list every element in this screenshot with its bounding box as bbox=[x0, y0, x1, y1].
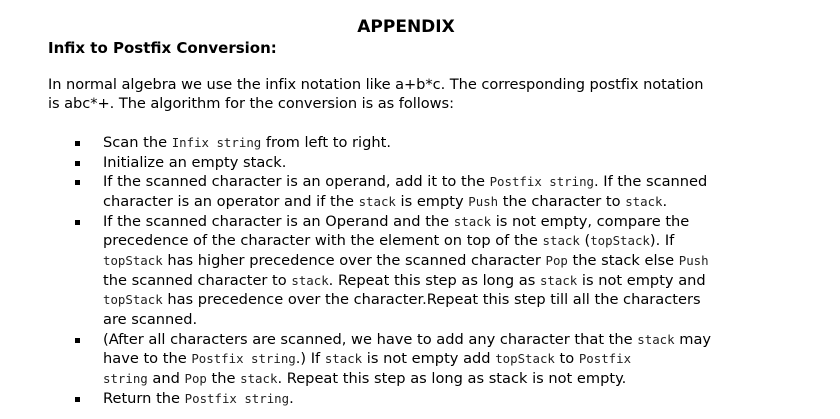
step-text: Initialize an empty stack. bbox=[103, 153, 287, 171]
bullet-square-icon bbox=[75, 220, 80, 225]
bullet-square-icon bbox=[75, 161, 80, 166]
code-term: Postfix string bbox=[184, 390, 290, 406]
intro-line-1: In normal algebra we use the infix notation like a+b*c. The corresponding postfix notation bbox=[48, 76, 704, 93]
bullet-square-icon bbox=[75, 141, 80, 146]
step-text: If the scanned character is an Operand and the bbox=[103, 212, 454, 230]
step-text: to bbox=[554, 350, 579, 368]
step-text: is not empty add bbox=[362, 350, 496, 368]
code-term: stack bbox=[291, 272, 329, 288]
algorithm-step bbox=[74, 330, 774, 389]
intro-line-2: is abc*+. The algorithm for the conversion is as follows: bbox=[48, 95, 454, 113]
algorithm-step bbox=[74, 212, 774, 330]
step-text: have to the bbox=[103, 350, 192, 368]
step-text: (After all characters are scanned, we have to add any character that the bbox=[103, 330, 638, 348]
step-text: If the scanned character is an operand, add it to the bbox=[103, 173, 490, 191]
step-text: . Repeat this step as long as stack is not empty. bbox=[277, 369, 627, 387]
code-term: topStack bbox=[103, 292, 163, 308]
code-term: Infix string bbox=[171, 135, 262, 150]
algorithm-step bbox=[74, 389, 774, 409]
step-text: are scanned. bbox=[103, 310, 198, 328]
step-text: from left to right. bbox=[261, 134, 391, 151]
step-text: is not empty, compare the bbox=[491, 212, 690, 230]
code-term: topStack bbox=[590, 233, 650, 249]
step-text: is empty bbox=[395, 192, 469, 210]
algorithm-step bbox=[74, 153, 774, 173]
code-term: Postfix bbox=[578, 351, 632, 367]
step-text: Return the bbox=[103, 389, 185, 407]
algorithm-steps-list bbox=[74, 133, 774, 408]
step-text: . bbox=[289, 389, 294, 407]
code-term: Postfix string bbox=[191, 351, 296, 367]
code-term: topStack bbox=[103, 252, 163, 268]
code-term: Push bbox=[468, 193, 499, 209]
step-text: . bbox=[662, 192, 668, 210]
step-text: has precedence over the character.Repeat this step till all the characters bbox=[162, 291, 701, 309]
code-term: stack bbox=[542, 233, 580, 249]
code-term: stack bbox=[240, 370, 278, 386]
code-term: topStack bbox=[495, 351, 555, 367]
appendix-title: APPENDIX bbox=[357, 17, 455, 37]
step-text: the character to bbox=[498, 192, 626, 210]
step-text: precedence of the character with the element on top of the bbox=[103, 232, 543, 250]
bullet-square-icon bbox=[75, 180, 80, 185]
code-term: stack bbox=[625, 193, 663, 209]
step-text: the bbox=[206, 369, 241, 387]
step-text: the stack else bbox=[567, 251, 679, 269]
code-term: Postfix string bbox=[489, 174, 595, 190]
code-term: stack bbox=[637, 331, 675, 347]
bullet-square-icon bbox=[75, 338, 80, 343]
step-text: .) If bbox=[295, 350, 325, 368]
code-term: Pop bbox=[545, 252, 568, 268]
section-heading: Infix to Postfix Conversion: bbox=[48, 39, 277, 57]
step-text: character is an operator and if the bbox=[103, 192, 359, 210]
bullet-square-icon bbox=[75, 397, 80, 402]
algorithm-step bbox=[74, 172, 774, 211]
step-text: the scanned character to bbox=[103, 271, 292, 289]
step-text: . Repeat this step as long as bbox=[328, 271, 540, 289]
code-term: Push bbox=[678, 252, 709, 268]
code-term: stack bbox=[539, 272, 578, 288]
code-term: stack bbox=[324, 351, 363, 367]
step-text: ). If bbox=[649, 232, 675, 250]
intro-paragraph bbox=[48, 75, 788, 114]
step-text: may bbox=[674, 330, 712, 348]
code-term: Pop bbox=[184, 370, 207, 386]
code-term: stack bbox=[358, 193, 396, 209]
step-text: and bbox=[147, 369, 185, 387]
step-text: . If the scanned bbox=[594, 173, 708, 191]
step-text: Scan the bbox=[103, 134, 172, 151]
step-text: is not empty and bbox=[577, 271, 706, 289]
step-text: ( bbox=[579, 232, 591, 250]
algorithm-step bbox=[74, 133, 774, 153]
code-term: string bbox=[103, 370, 148, 386]
code-term: stack bbox=[453, 213, 492, 229]
step-text: has higher precedence over the scanned character bbox=[162, 251, 546, 269]
